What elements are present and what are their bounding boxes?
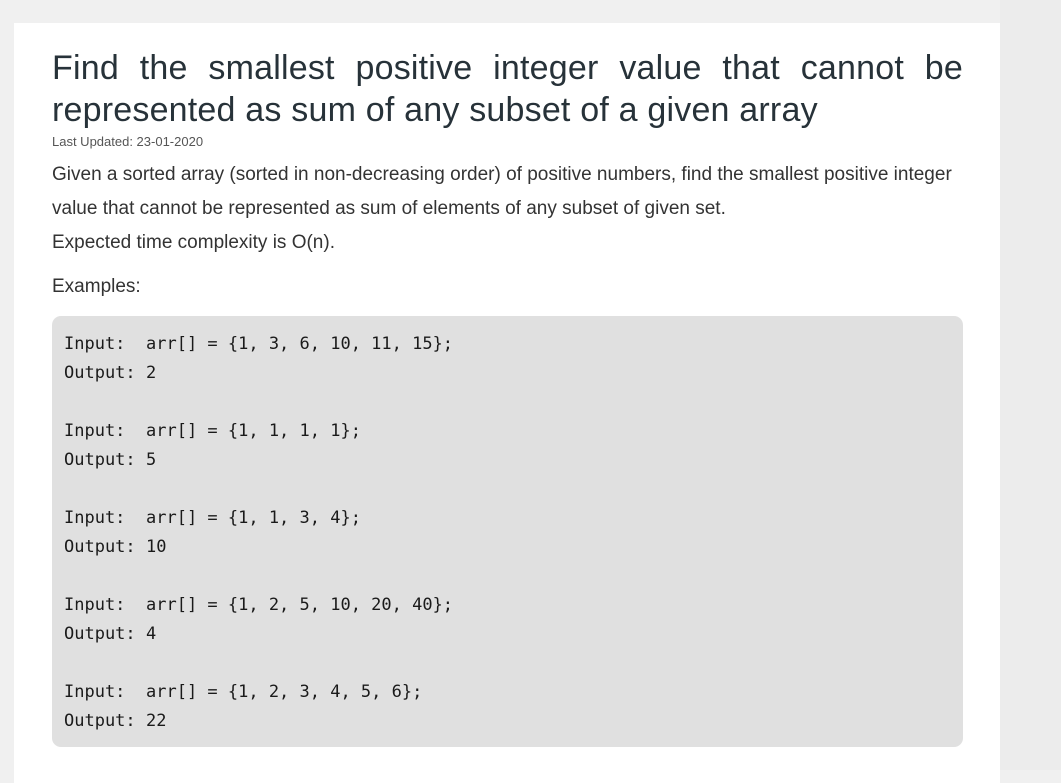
example-item [64,678,951,736]
input-value: arr[] = {1, 2, 3, 4, 5, 6}; [146,682,423,702]
output-label: Output: [64,711,136,731]
input-label: Input: [64,508,126,528]
output-label: Output: [64,537,136,557]
input-label: Input: [64,595,126,615]
output-label: Output: [64,450,136,470]
input-label: Input: [64,421,126,441]
example-item [64,330,951,388]
output-label: Output: [64,363,136,383]
example-output-line [64,359,951,388]
input-label: Input: [64,334,126,354]
output-value: 2 [146,363,157,383]
description-line: Expected time complexity is O(n). [52,232,335,253]
example-input-line [64,591,951,620]
page-background-strip [1000,0,1061,770]
input-label: Input: [64,682,126,702]
example-item [64,417,951,475]
input-value: arr[] = {1, 3, 6, 10, 11, 15}; [146,334,454,354]
example-input-line [64,330,951,359]
examples-heading: Examples: [52,276,141,297]
last-updated: Last Updated: 23-01-2020 [52,134,204,149]
output-value: 4 [146,624,157,644]
examples-code-block [52,316,963,747]
output-value: 5 [146,450,157,470]
input-value: arr[] = {1, 1, 1, 1}; [146,421,361,441]
description-line: Given a sorted array (sorted in non-decreasing order) of positive numbers, find the smallest positive integer value that cannot be represented as sum of elements of any subset of given set. [52,164,952,219]
example-input-line [64,678,951,707]
example-output-line [64,707,951,736]
example-output-line [64,620,951,649]
output-value: 10 [146,537,167,557]
page-title: Find the smallest positive integer value that cannot be represented as sum of any subset of a given array [52,49,963,129]
example-output-line [64,446,951,475]
example-item [64,504,951,562]
input-value: arr[] = {1, 1, 3, 4}; [146,508,361,528]
example-output-line [64,533,951,562]
output-value: 22 [146,711,167,731]
output-label: Output: [64,624,136,644]
input-value: arr[] = {1, 2, 5, 10, 20, 40}; [146,595,454,615]
article-card [14,23,1000,783]
article-content [52,47,963,747]
example-item [64,591,951,649]
example-input-line [64,417,951,446]
problem-description [52,158,963,260]
example-input-line [64,504,951,533]
